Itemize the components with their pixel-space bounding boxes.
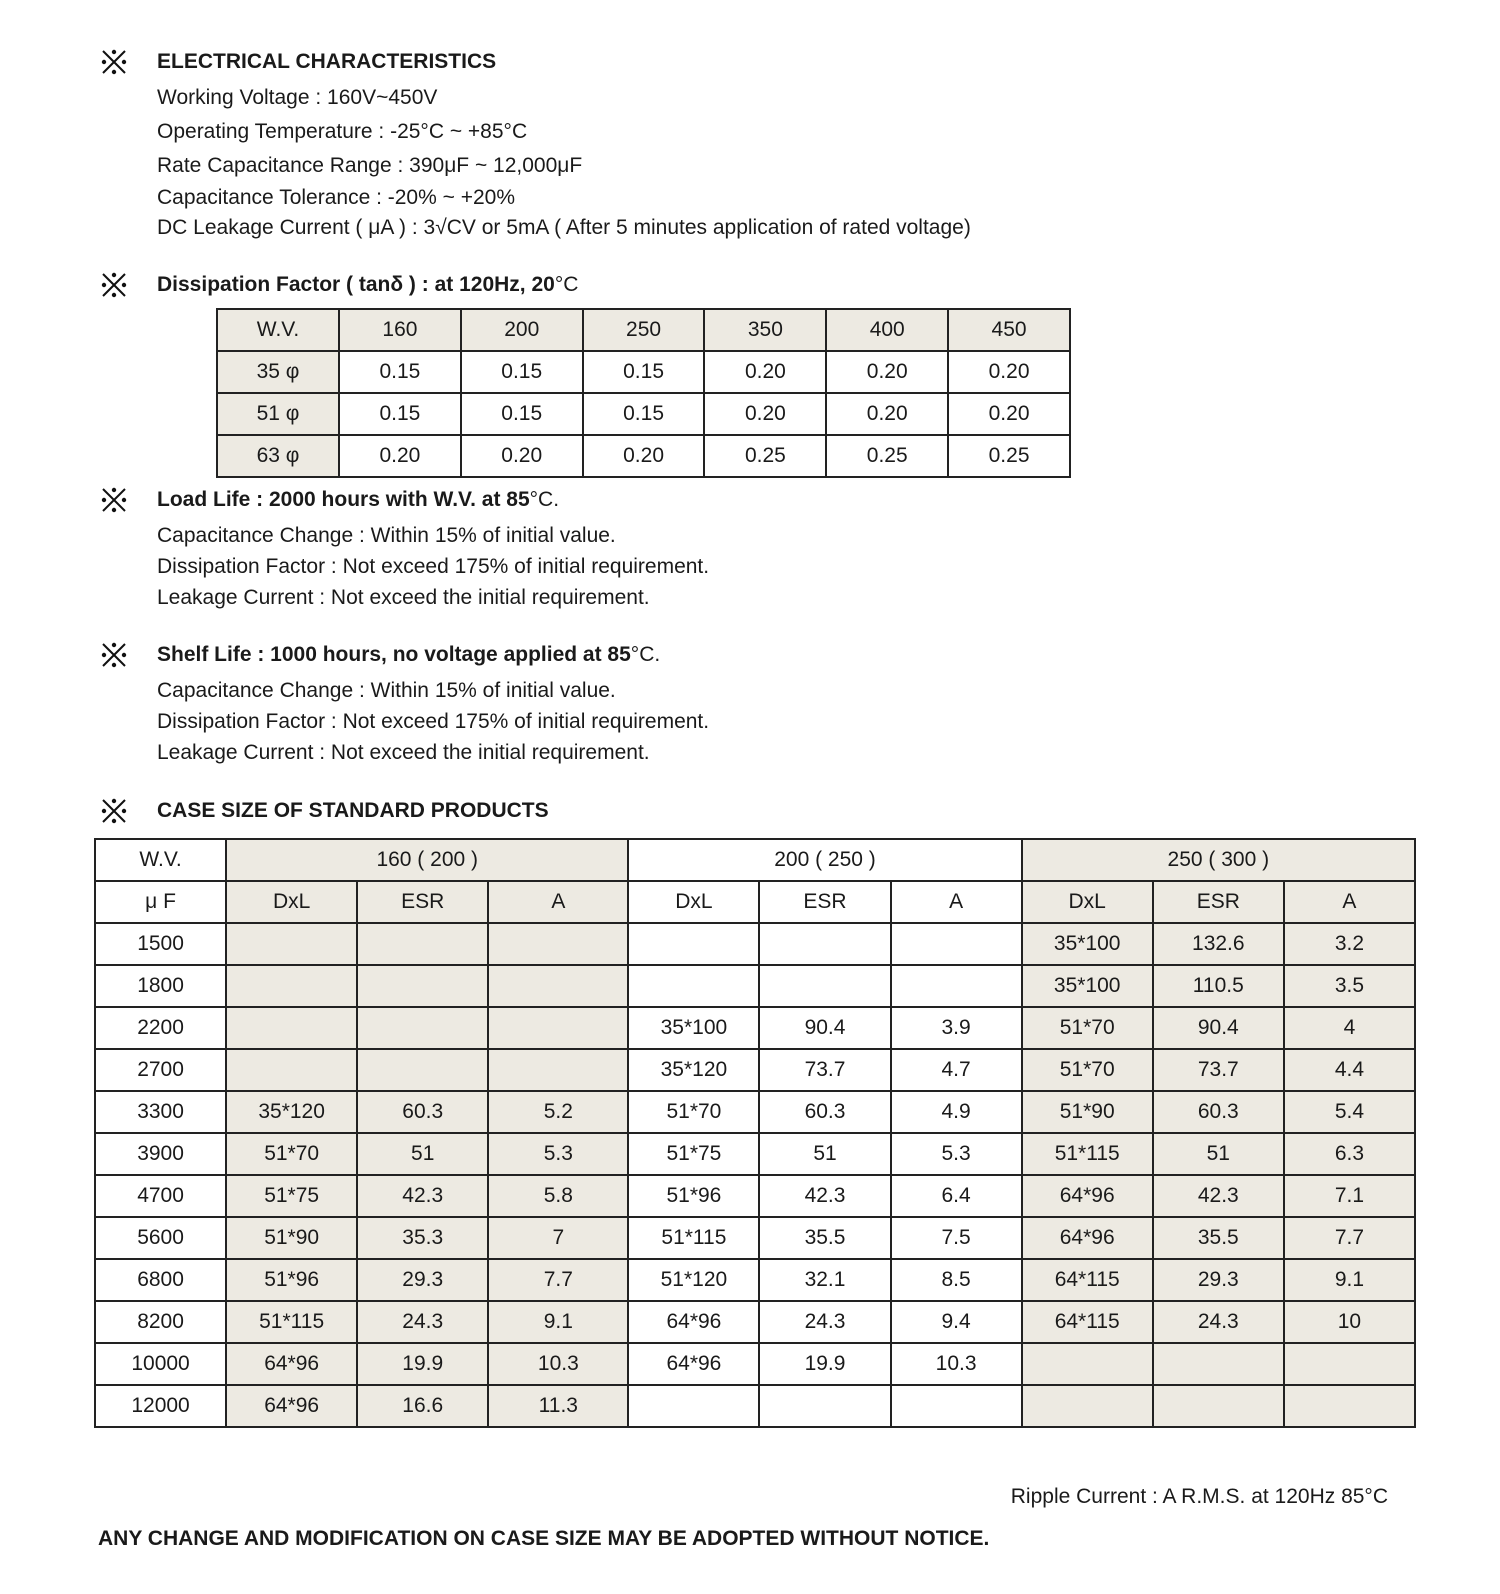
table-cell: 0.20: [826, 393, 948, 435]
table-row: [217, 393, 1070, 435]
table-row: [95, 1217, 1415, 1259]
reference-mark-icon: [100, 486, 128, 514]
table-cell: 51*90: [1022, 1091, 1153, 1133]
table-header-cell: DxL: [1022, 881, 1153, 923]
reference-mark-icon: [100, 641, 128, 669]
table-cell: 51*70: [628, 1091, 759, 1133]
table-cell: 24.3: [1153, 1301, 1284, 1343]
table-row: [95, 965, 1415, 1007]
table-row: [95, 1133, 1415, 1175]
table-cell: 51*96: [226, 1259, 357, 1301]
table-cell: 0.20: [339, 435, 461, 477]
table-cell: [488, 965, 628, 1007]
shelf-life-heading: Shelf Life : 1000 hours, no voltage applied at 85°C.: [157, 643, 661, 666]
table-cell: 64*96: [628, 1301, 759, 1343]
table-cell: 4: [1284, 1007, 1415, 1049]
table-cell: 51*115: [1022, 1133, 1153, 1175]
table-cell: [357, 923, 488, 965]
table-header-cell: ESR: [1153, 881, 1284, 923]
table-cell: 5.3: [488, 1133, 628, 1175]
table-cell: [759, 923, 890, 965]
table-cell: 35*100: [628, 1007, 759, 1049]
table-cell: 0.20: [704, 351, 826, 393]
shelf-capacitance-change: Capacitance Change : Within 15% of initial value.: [157, 679, 616, 702]
table-cell: 51*115: [226, 1301, 357, 1343]
table-header-cell: ESR: [357, 881, 488, 923]
table-cell: 5.4: [1284, 1091, 1415, 1133]
table-row-label: 8200: [95, 1301, 226, 1343]
table-row-label: 12000: [95, 1385, 226, 1427]
table-cell: [759, 965, 890, 1007]
table-cell: [488, 1049, 628, 1091]
reference-mark-icon: [100, 797, 128, 825]
table-cell: 8.5: [891, 1259, 1022, 1301]
table-cell: 0.15: [583, 351, 705, 393]
table-header-cell: W.V.: [217, 309, 339, 351]
table-row-label: 2700: [95, 1049, 226, 1091]
table-cell: 51: [357, 1133, 488, 1175]
table-cell: 6.3: [1284, 1133, 1415, 1175]
table-row-label: 35 φ: [217, 351, 339, 393]
table-cell: 132.6: [1153, 923, 1284, 965]
table-cell: 5.3: [891, 1133, 1022, 1175]
table-cell: 7.7: [1284, 1217, 1415, 1259]
load-capacitance-change: Capacitance Change : Within 15% of initial value.: [157, 524, 616, 547]
table-header-cell: 200 ( 250 ): [628, 839, 1021, 881]
table-cell: 24.3: [357, 1301, 488, 1343]
table-row-label: 5600: [95, 1217, 226, 1259]
table-cell: [1022, 1343, 1153, 1385]
load-dissipation-factor: Dissipation Factor : Not exceed 175% of initial requirement.: [157, 555, 710, 578]
load-life-heading: Load Life : 2000 hours with W.V. at 85°C.: [157, 488, 560, 511]
table-row: [95, 1343, 1415, 1385]
table-header-cell: ESR: [759, 881, 890, 923]
table-header-cell: 160 ( 200 ): [226, 839, 628, 881]
table-cell: [1153, 1343, 1284, 1385]
table-cell: 90.4: [1153, 1007, 1284, 1049]
shelf-leakage-current: Leakage Current : Not exceed the initial requirement.: [157, 741, 650, 764]
table-cell: 64*115: [1022, 1301, 1153, 1343]
table-cell: 51: [1153, 1133, 1284, 1175]
table-cell: 0.15: [461, 393, 583, 435]
table-cell: 3.5: [1284, 965, 1415, 1007]
electrical-heading: ELECTRICAL CHARACTERISTICS: [157, 50, 497, 73]
table-cell: 5.8: [488, 1175, 628, 1217]
table-header-cell: A: [891, 881, 1022, 923]
case-subheader-row: [95, 881, 1415, 923]
table-cell: 51*70: [1022, 1049, 1153, 1091]
working-voltage: Working Voltage : 160V~450V: [157, 86, 438, 109]
table-cell: 4.7: [891, 1049, 1022, 1091]
table-cell: [891, 965, 1022, 1007]
dissipation-header-row: [217, 309, 1070, 351]
table-cell: 73.7: [759, 1049, 890, 1091]
table-cell: 64*96: [226, 1385, 357, 1427]
table-cell: 42.3: [1153, 1175, 1284, 1217]
table-cell: 0.25: [704, 435, 826, 477]
table-row-label: 3900: [95, 1133, 226, 1175]
table-cell: 19.9: [759, 1343, 890, 1385]
table-header-cell: 450: [948, 309, 1070, 351]
table-cell: 35*100: [1022, 923, 1153, 965]
table-cell: 0.15: [461, 351, 583, 393]
table-row-label: 10000: [95, 1343, 226, 1385]
table-cell: 35.5: [759, 1217, 890, 1259]
table-cell: 35*100: [1022, 965, 1153, 1007]
table-cell: 73.7: [1153, 1049, 1284, 1091]
table-cell: 35.5: [1153, 1217, 1284, 1259]
table-cell: 35.3: [357, 1217, 488, 1259]
table-header-cell: 250: [583, 309, 705, 351]
table-header-cell: DxL: [628, 881, 759, 923]
table-header-cell: 350: [704, 309, 826, 351]
table-header-cell: DxL: [226, 881, 357, 923]
table-header-cell: A: [488, 881, 628, 923]
table-cell: 4.4: [1284, 1049, 1415, 1091]
table-cell: 51*70: [1022, 1007, 1153, 1049]
case-size-table: [94, 838, 1416, 1428]
table-cell: 29.3: [1153, 1259, 1284, 1301]
table-cell: [891, 923, 1022, 965]
table-cell: [357, 1049, 488, 1091]
table-cell: [226, 1007, 357, 1049]
table-header-cell: A: [1284, 881, 1415, 923]
table-cell: 35*120: [226, 1091, 357, 1133]
table-header-cell: 160: [339, 309, 461, 351]
table-cell: 0.15: [339, 351, 461, 393]
load-leakage-current: Leakage Current : Not exceed the initial requirement.: [157, 586, 650, 609]
table-cell: 35*120: [628, 1049, 759, 1091]
table-cell: 0.15: [339, 393, 461, 435]
table-cell: [226, 965, 357, 1007]
table-cell: 51*90: [226, 1217, 357, 1259]
table-cell: 5.2: [488, 1091, 628, 1133]
table-row: [95, 1259, 1415, 1301]
table-cell: 16.6: [357, 1385, 488, 1427]
table-row-label: 1800: [95, 965, 226, 1007]
table-cell: 60.3: [759, 1091, 890, 1133]
table-cell: 51*115: [628, 1217, 759, 1259]
table-cell: [357, 965, 488, 1007]
table-cell: [1022, 1385, 1153, 1427]
table-cell: 110.5: [1153, 965, 1284, 1007]
table-row-label: 6800: [95, 1259, 226, 1301]
table-row: [95, 923, 1415, 965]
table-cell: 6.4: [891, 1175, 1022, 1217]
table-row-label: 51 φ: [217, 393, 339, 435]
table-row: [217, 351, 1070, 393]
table-row: [95, 1175, 1415, 1217]
table-cell: 24.3: [759, 1301, 890, 1343]
case-size-body: [95, 923, 1415, 1427]
table-cell: 0.20: [826, 351, 948, 393]
table-cell: 0.20: [461, 435, 583, 477]
table-cell: 51*75: [226, 1175, 357, 1217]
table-row-label: 3300: [95, 1091, 226, 1133]
table-cell: 9.1: [1284, 1259, 1415, 1301]
table-cell: 7.5: [891, 1217, 1022, 1259]
table-cell: 0.20: [583, 435, 705, 477]
table-cell: 7: [488, 1217, 628, 1259]
table-cell: 11.3: [488, 1385, 628, 1427]
dissipation-table: [216, 308, 1071, 478]
table-row-label: 2200: [95, 1007, 226, 1049]
table-cell: 7.1: [1284, 1175, 1415, 1217]
table-header-cell: 400: [826, 309, 948, 351]
table-header-cell: 250 ( 300 ): [1022, 839, 1415, 881]
table-cell: 64*96: [1022, 1175, 1153, 1217]
table-cell: [628, 1385, 759, 1427]
table-cell: [1284, 1385, 1415, 1427]
table-cell: [488, 1007, 628, 1049]
table-cell: 51*70: [226, 1133, 357, 1175]
table-cell: [1153, 1385, 1284, 1427]
capacitance-range: Rate Capacitance Range : 390μF ~ 12,000μF: [157, 154, 583, 177]
table-cell: [891, 1385, 1022, 1427]
table-cell: 60.3: [357, 1091, 488, 1133]
table-cell: 0.25: [948, 435, 1070, 477]
table-cell: 29.3: [357, 1259, 488, 1301]
table-cell: 10: [1284, 1301, 1415, 1343]
shelf-dissipation-factor: Dissipation Factor : Not exceed 175% of initial requirement.: [157, 710, 710, 733]
reference-mark-icon: [100, 48, 128, 76]
dc-leakage-current: DC Leakage Current ( μA ) : 3√CV or 5mA ( After 5 minutes application of rated voltage): [157, 216, 971, 239]
change-notice: ANY CHANGE AND MODIFICATION ON CASE SIZE MAY BE ADOPTED WITHOUT NOTICE.: [98, 1527, 990, 1550]
table-header-cell: W.V.: [95, 839, 226, 881]
table-row: [95, 1007, 1415, 1049]
table-header-cell: 200: [461, 309, 583, 351]
reference-mark-icon: [100, 271, 128, 299]
table-cell: 51*120: [628, 1259, 759, 1301]
case-group-header-row: [95, 839, 1415, 881]
table-cell: 32.1: [759, 1259, 890, 1301]
table-cell: 7.7: [488, 1259, 628, 1301]
table-cell: 19.9: [357, 1343, 488, 1385]
operating-temperature: Operating Temperature : -25°C ~ +85°C: [157, 120, 528, 143]
capacitance-tolerance: Capacitance Tolerance : -20% ~ +20%: [157, 186, 516, 209]
table-cell: [759, 1385, 890, 1427]
table-row-label: 4700: [95, 1175, 226, 1217]
table-cell: 64*115: [1022, 1259, 1153, 1301]
table-cell: [628, 965, 759, 1007]
table-header-cell: μ F: [95, 881, 226, 923]
table-cell: 64*96: [628, 1343, 759, 1385]
table-cell: [1284, 1343, 1415, 1385]
table-cell: 9.4: [891, 1301, 1022, 1343]
table-cell: 0.20: [948, 351, 1070, 393]
table-cell: 3.2: [1284, 923, 1415, 965]
table-cell: 60.3: [1153, 1091, 1284, 1133]
table-cell: 4.9: [891, 1091, 1022, 1133]
table-cell: 3.9: [891, 1007, 1022, 1049]
table-row: [95, 1049, 1415, 1091]
table-row-label: 1500: [95, 923, 226, 965]
table-cell: 10.3: [488, 1343, 628, 1385]
table-cell: 90.4: [759, 1007, 890, 1049]
table-row: [217, 435, 1070, 477]
table-cell: [488, 923, 628, 965]
table-cell: 51*75: [628, 1133, 759, 1175]
table-cell: 51*96: [628, 1175, 759, 1217]
table-cell: 64*96: [1022, 1217, 1153, 1259]
table-cell: 42.3: [759, 1175, 890, 1217]
table-row: [95, 1301, 1415, 1343]
table-row: [95, 1385, 1415, 1427]
table-cell: 0.25: [826, 435, 948, 477]
table-cell: 51: [759, 1133, 890, 1175]
table-cell: [226, 1049, 357, 1091]
table-cell: 0.20: [704, 393, 826, 435]
table-cell: 0.15: [583, 393, 705, 435]
table-cell: [226, 923, 357, 965]
table-cell: 64*96: [226, 1343, 357, 1385]
table-cell: 42.3: [357, 1175, 488, 1217]
dissipation-heading: Dissipation Factor ( tanδ ) : at 120Hz, 20°C: [157, 273, 579, 296]
table-cell: 0.20: [948, 393, 1070, 435]
table-row-label: 63 φ: [217, 435, 339, 477]
table-cell: 10.3: [891, 1343, 1022, 1385]
table-row: [95, 1091, 1415, 1133]
case-size-heading: CASE SIZE OF STANDARD PRODUCTS: [157, 799, 549, 822]
table-cell: 9.1: [488, 1301, 628, 1343]
ripple-current-note: Ripple Current : A R.M.S. at 120Hz 85°C: [1010, 1485, 1388, 1508]
table-cell: [357, 1007, 488, 1049]
table-cell: [628, 923, 759, 965]
